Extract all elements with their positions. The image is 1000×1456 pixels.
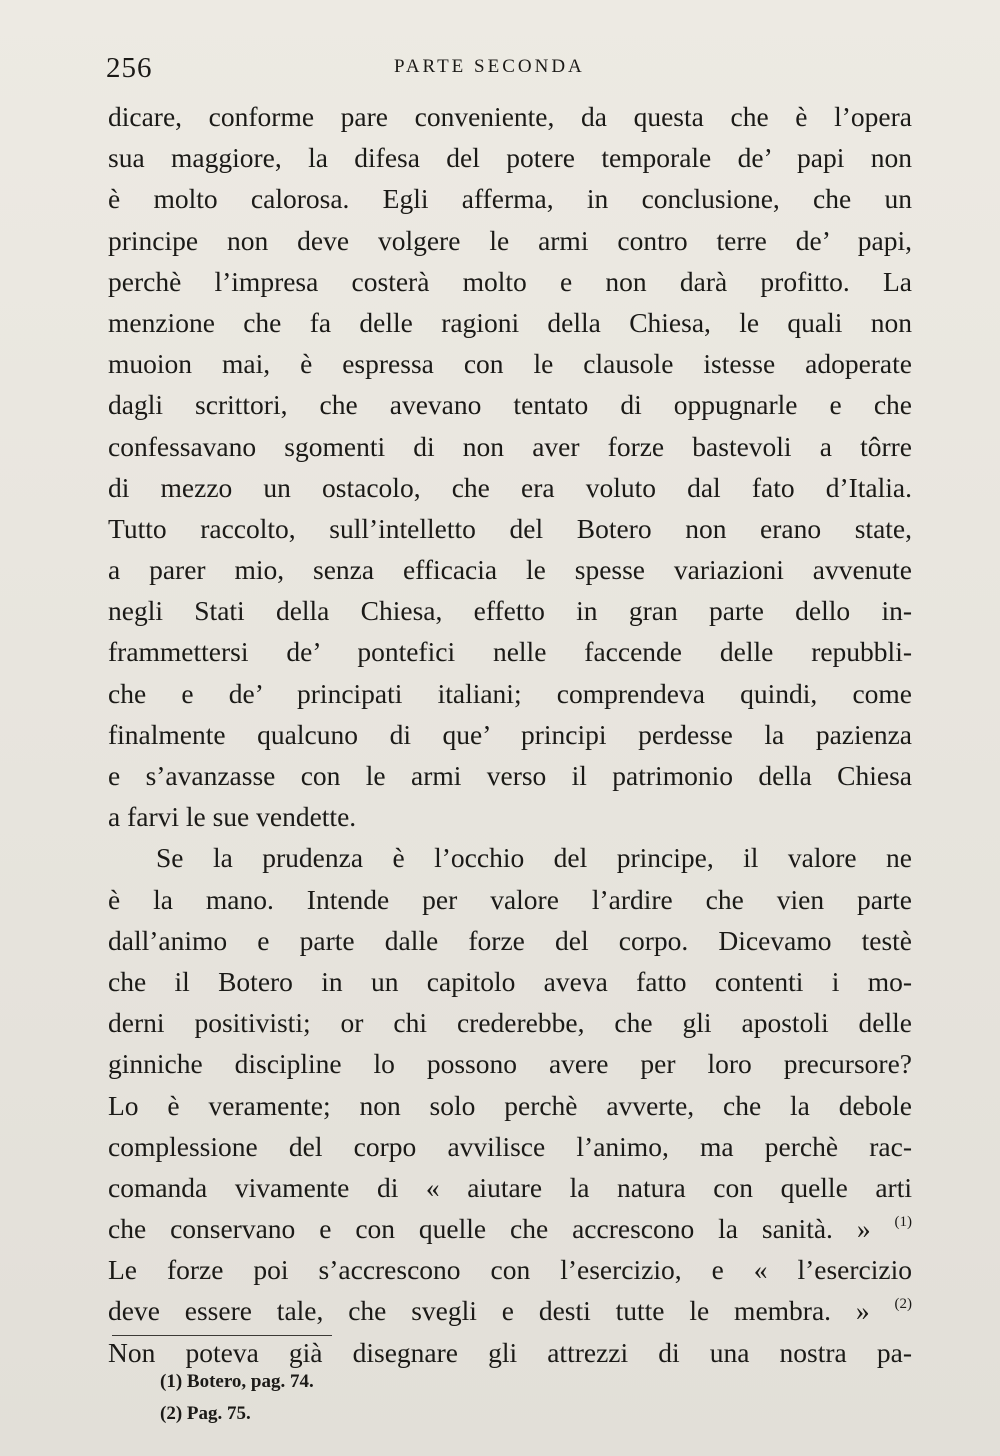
text-line: Tutto raccolto, sull’intelletto del Botero non erano state,	[108, 512, 912, 544]
text-line: derni positivisti; or chi crederebbe, che gli apostoli delle	[108, 1007, 912, 1039]
text-line: dicare, conforme pare conveniente, da questa che è l’opera	[108, 101, 912, 132]
text-line: muoion mai, è espressa con le clausole istesse adoperate	[108, 348, 912, 380]
text-line-content: che conservano e con quelle che accrescono la sanità. »	[108, 1213, 871, 1245]
text-line: a parer mio, senza efficacia le spesse variazioni avvenute	[108, 554, 912, 586]
text-line: complessione del corpo avvilisce l’animo, ma perchè rac-	[108, 1130, 912, 1162]
text-line: perchè l’impresa costerà molto e non darà profitto. La	[108, 265, 912, 297]
body-text	[108, 96, 912, 1373]
text-line: che il Botero in un capitolo aveva fatto contenti i mo-	[108, 965, 912, 997]
text-line: frammettersi de’ pontefici nelle faccende delle repubbli-	[108, 636, 912, 668]
text-line: di mezzo un ostacolo, che era voluto dal fato d’Italia.	[108, 471, 912, 503]
text-line: che e de’ principati italiani; comprendeva quindi, come	[108, 677, 912, 709]
running-head	[106, 48, 906, 88]
text-line: a farvi le sue vendette.	[108, 801, 357, 833]
text-line: finalmente qualcuno di que’ principi perdesse la pazienza	[108, 718, 912, 750]
footnote-ref-1: (1)	[894, 1214, 913, 1231]
text-line: sua maggiore, la difesa del potere temporale de’ papi non	[108, 142, 912, 174]
footnote-ref-2: (2)	[894, 1296, 912, 1313]
text-line: è molto calorosa. Egli afferma, in conclusione, che un	[108, 183, 912, 215]
running-title: PARTE SECONDA	[394, 56, 585, 77]
footnotes	[160, 1366, 314, 1430]
text-line: negli Stati della Chiesa, effetto in gran parte dello in-	[108, 595, 912, 627]
text-line: principe non deve volgere le armi contro terre de’ papi,	[108, 224, 912, 256]
text-line: dall’animo e parte dalle forze del corpo. Dicevamo testè	[108, 924, 912, 956]
footnote-2: (2) Pag. 75.	[160, 1403, 251, 1424]
paragraph-start-line: Se la prudenza è l’occhio del principe, il valore ne	[156, 842, 912, 874]
text-line: Le forze poi s’accrescono con l’esercizio, e « l’esercizio	[108, 1254, 912, 1286]
text-line: menzione che fa delle ragioni della Chiesa, le quali non	[108, 306, 912, 338]
text-line-with-note	[108, 1290, 912, 1331]
text-line-content: deve essere tale, che svegli e desti tutte le membra. »	[108, 1295, 870, 1327]
text-line: è la mano. Intende per valore l’ardire che vien parte	[108, 883, 912, 915]
text-line: ginniche discipline lo possono avere per loro precursore?	[108, 1048, 912, 1080]
text-line: dagli scrittori, che avevano tentato di oppugnarle e che	[108, 389, 912, 421]
text-line: comanda vivamente di « aiutare la natura con quelle arti	[108, 1171, 912, 1203]
text-line: Lo è veramente; non solo perchè avverte, che la debole	[108, 1089, 912, 1121]
page-number: 256	[106, 52, 153, 84]
text-line-with-note	[108, 1208, 912, 1249]
text-line: Non poteva già disegnare gli attrezzi di una nostra pa-	[108, 1336, 912, 1368]
text-line: confessavano sgomenti di non aver forze bastevoli a tôrre	[108, 430, 912, 462]
footnote-1: (1) Botero, pag. 74.	[160, 1371, 314, 1392]
footnote-separator	[112, 1335, 332, 1336]
text-line: e s’avanzasse con le armi verso il patrimonio della Chiesa	[108, 760, 912, 791]
